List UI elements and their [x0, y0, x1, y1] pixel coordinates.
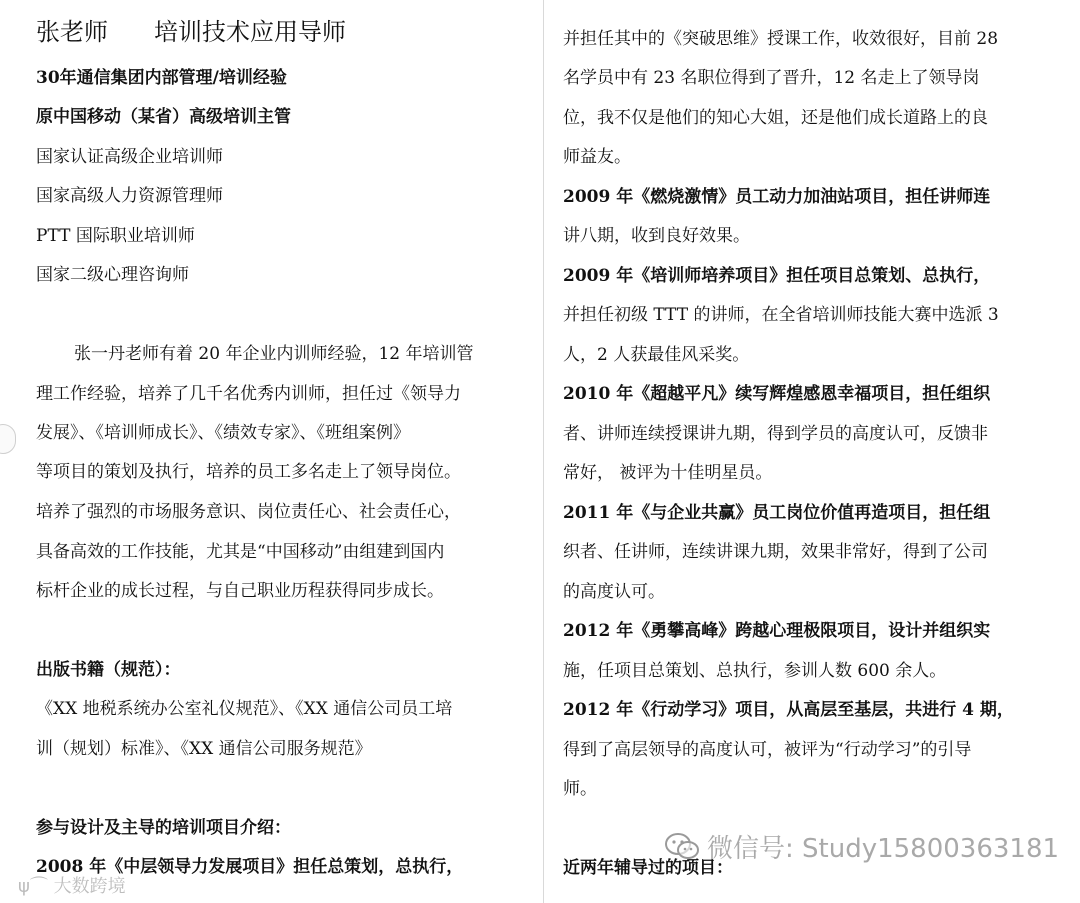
credential-line: 国家二级心理咨询师	[36, 265, 189, 285]
books-line: 《XX 地税系统办公室礼仪规范》、《XX 通信公司员工培	[36, 699, 453, 719]
body-line: 讲八期，收到良好效果。	[563, 226, 750, 246]
project-line: 2012 年《行动学习》项目，从高层至基层，共进行 4 期，	[563, 700, 1014, 720]
intro-line: 标杆企业的成长过程，与自己职业历程获得同步成长。	[36, 581, 444, 601]
watermark-logo-icon: ψ⌒	[18, 876, 54, 897]
projects-heading: 参与设计及主导的培训项目介绍：	[36, 818, 291, 838]
watermark-text: 大数跨境	[53, 876, 126, 897]
body-line: 师益友。	[563, 147, 631, 167]
project-line: 2009 年《燃烧激情》员工动力加油站项目，担任讲师连	[563, 187, 991, 207]
project-line: 2009 年《培训师培养项目》担任项目总策划、总执行，	[563, 266, 991, 286]
intro-line: 等项目的策划及执行，培养的员工多名走上了领导岗位。	[36, 462, 461, 482]
page-edge-tab[interactable]	[0, 424, 16, 454]
body-line: 常好， 被评为十佳明星员。	[563, 463, 773, 483]
body-line: 的高度认可。	[563, 582, 665, 602]
intro-line: 具备高效的工作技能，尤其是“中国移动”由组建到国内	[36, 542, 445, 562]
wechat-watermark	[665, 832, 1059, 866]
books-line: 训（规划）标准》、《XX 通信公司服务规范》	[36, 739, 372, 759]
project-line: 2008 年《中层领导力发展项目》担任总策划，总执行，	[36, 857, 464, 877]
teacher-role: 培训技术应用导师	[154, 18, 346, 46]
body-line: 施，任项目总策划、总执行，参训人数 600 余人。	[563, 661, 947, 681]
body-line: 名学员中有 23 名职位得到了晋升，12 名走上了领导岗	[563, 68, 980, 88]
wechat-icon	[665, 832, 699, 862]
column-divider	[543, 0, 544, 903]
credential-line: 国家高级人力资源管理师	[36, 186, 223, 206]
project-line: 2010 年《超越平凡》续写辉煌感恩幸福项目，担任组织	[563, 384, 991, 404]
body-line: 织者、任讲师，连续讲课九期，效果非常好，得到了公司	[563, 542, 988, 562]
body-line: 师。	[563, 779, 597, 799]
project-line: 2012 年《勇攀高峰》跨越心理极限项目，设计并组织实	[563, 621, 991, 641]
page-title	[36, 16, 346, 48]
body-line: 并担任初级 TTT 的讲师，在全省培训师技能大赛中选派 3	[563, 305, 999, 325]
body-line: 位，我不仅是他们的知心大姐，还是他们成长道路上的良	[563, 108, 988, 128]
body-line: 人，2 人获最佳风采奖。	[563, 345, 750, 365]
wechat-id-text: 微信号: Study15800363181	[707, 834, 1060, 864]
credential-line: 30年通信集团内部管理/培训经验	[36, 68, 287, 88]
body-line: 得到了高层领导的高度认可，被评为“行动学习”的引导	[563, 740, 972, 760]
credential-line: PTT 国际职业培训师	[36, 226, 195, 246]
project-line: 2011 年《与企业共赢》员工岗位价值再造项目，担任组	[563, 503, 991, 523]
body-line: 并担任其中的《突破思维》授课工作，收效很好，目前 28	[563, 29, 999, 49]
credential-line: 原中国移动（某省）高级培训主管	[36, 107, 291, 127]
recent-projects-heading: 近两年辅导过的项目：	[563, 858, 733, 878]
teacher-name: 张老师	[36, 18, 108, 46]
body-line: 者、讲师连续授课讲九期，得到学员的高度认可，反馈非	[563, 424, 988, 444]
source-watermark	[18, 872, 126, 898]
intro-line: 发展》、《培训师成长》、《绩效专家》、《班组案例》	[36, 423, 410, 443]
credential-line: 国家认证高级企业培训师	[36, 147, 223, 167]
intro-line: 理工作经验，培养了几千名优秀内训师，担任过《领导力	[36, 384, 461, 404]
books-heading: 出版书籍（规范）：	[36, 660, 181, 680]
intro-line: 张一丹老师有着 20 年企业内训师经验，12 年培训管	[74, 344, 474, 364]
intro-line: 培养了强烈的市场服务意识、岗位责任心、社会责任心，	[36, 502, 461, 522]
